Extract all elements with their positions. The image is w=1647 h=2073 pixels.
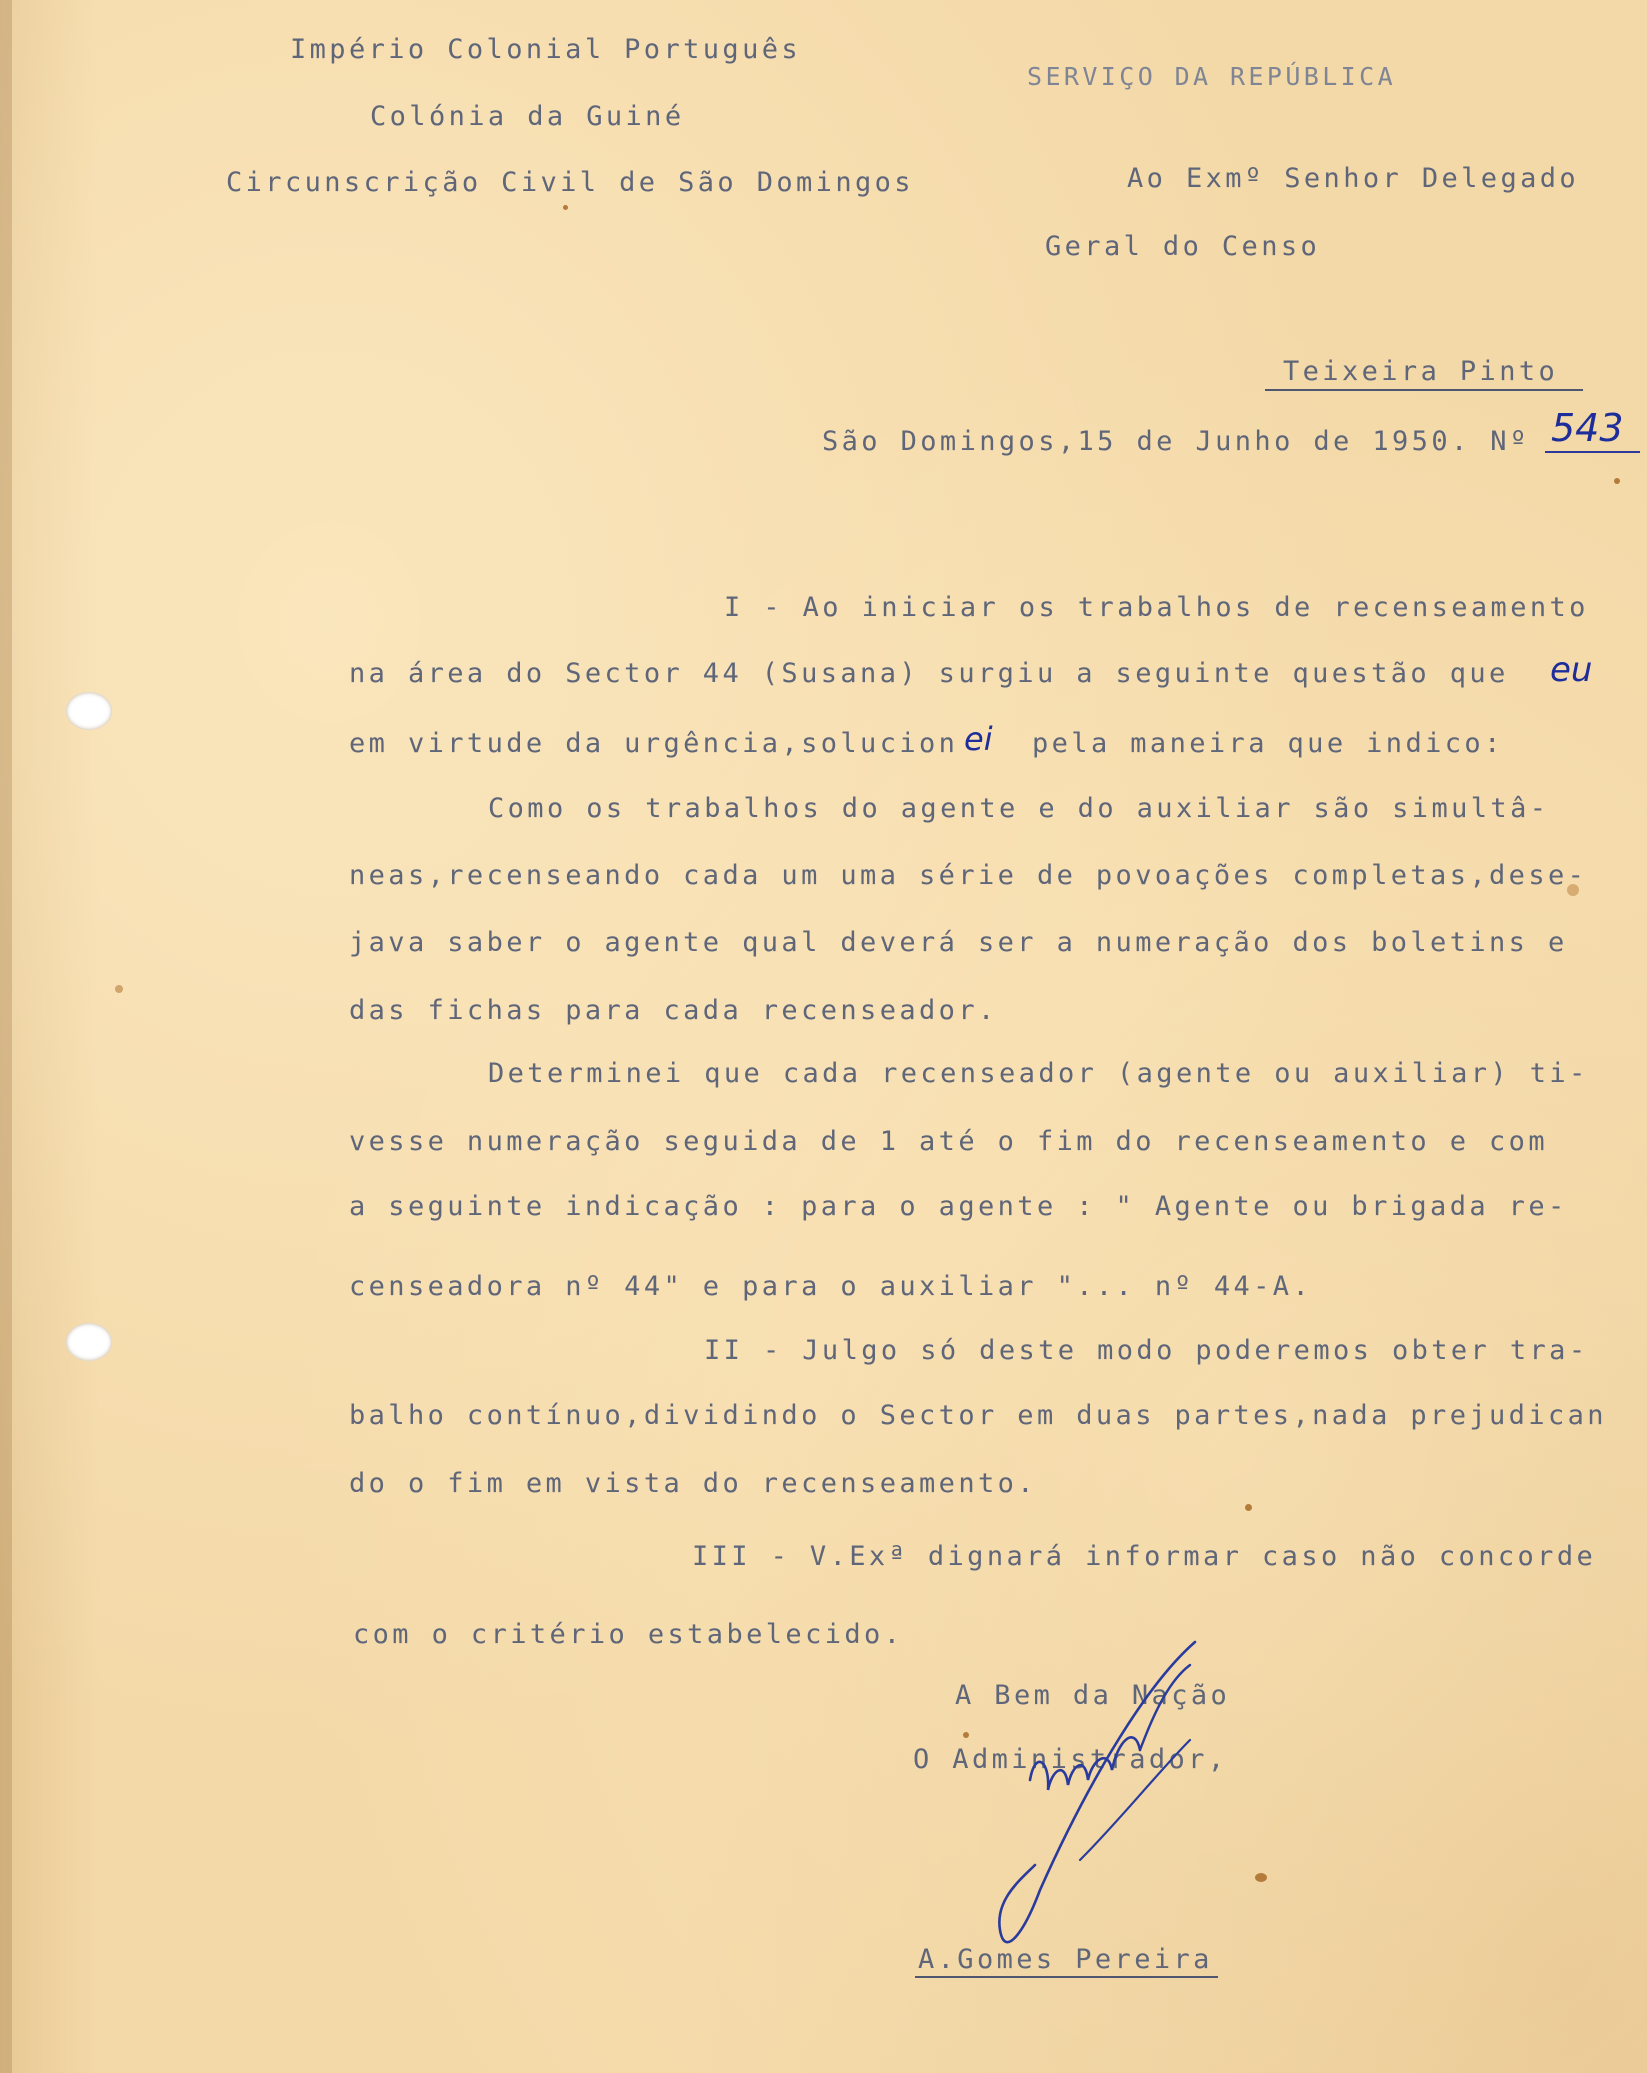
body-line-12: II - Julgo só deste modo poderemos obter tra-	[704, 1335, 1589, 1366]
body-line-3: em virtude da urgência,solucion	[349, 728, 959, 759]
paper-speck	[563, 205, 568, 210]
signature-name: A.Gomes Pereira	[918, 1944, 1213, 1975]
service-heading: SERVIÇO DA REPÚBLICA	[1027, 62, 1397, 91]
handwritten-number: 543	[1551, 406, 1624, 450]
header-colony: Colónia da Guiné	[370, 101, 685, 132]
closing-title: O Administrador,	[913, 1744, 1228, 1775]
header-empire: Império Colonial Português	[290, 34, 802, 65]
body-line-3b: pela maneira que indico:	[1032, 728, 1504, 759]
body-line-1: I - Ao iniciar os trabalhos de recenseamento	[724, 592, 1589, 623]
body-line-8: Determinei que cada recenseador (agente ou auxiliar) ti-	[488, 1058, 1589, 1089]
place-name: Teixeira Pinto	[1283, 356, 1559, 387]
place-underline	[1265, 389, 1583, 391]
handwritten-signature	[990, 1630, 1250, 1960]
header-circumscription: Circunscrição Civil de São Domingos	[226, 167, 914, 198]
paper-speck	[1245, 1504, 1252, 1511]
paper-speck	[115, 985, 123, 993]
handwritten-insert-2: ei	[964, 720, 993, 758]
paper-speck	[1255, 1873, 1267, 1882]
body-line-5: neas,recenseando cada um uma série de povoações completas,dese-	[349, 860, 1588, 891]
paper-speck	[1614, 478, 1620, 484]
signature-underline	[915, 1976, 1218, 1978]
punch-hole-bottom	[66, 1323, 112, 1361]
paper-edge-shadow	[0, 0, 12, 2073]
punch-hole-top	[66, 692, 112, 730]
addressee-line-2: Geral do Censo	[1045, 231, 1321, 262]
body-line-2: na área do Sector 44 (Susana) surgiu a seguinte questão que	[349, 658, 1509, 689]
body-line-16: com o critério estabelecido.	[353, 1619, 904, 1650]
body-line-14: do o fim em vista do recenseamento.	[349, 1468, 1037, 1499]
body-line-10: a seguinte indicação : para o agente : " Agente ou brigada re-	[349, 1191, 1568, 1222]
body-line-7: das fichas para cada recenseador.	[349, 995, 998, 1026]
body-line-13: balho contínuo,dividindo o Sector em duas partes,nada prejudican	[349, 1400, 1607, 1431]
body-line-15: III - V.Exª dignará informar caso não concorde	[692, 1541, 1597, 1572]
closing-salutation: A Bem da Nação	[955, 1680, 1231, 1711]
body-line-4: Como os trabalhos do agente e do auxiliar são simultâ-	[488, 793, 1550, 824]
addressee-line-1: Ao Exmº Senhor Delegado	[1127, 163, 1580, 194]
body-line-9: vesse numeração seguida de 1 até o fim do recenseamento e com	[349, 1126, 1548, 1157]
number-underline	[1545, 451, 1640, 453]
handwritten-insert-1: eu	[1550, 650, 1593, 690]
date-line: São Domingos,15 de Junho de 1950. Nº	[822, 426, 1530, 457]
body-line-11: censeadora nº 44" e para o auxiliar "... nº 44-A.	[349, 1271, 1313, 1302]
body-line-6: java saber o agente qual deverá ser a numeração dos boletins e	[349, 927, 1568, 958]
paper-speck	[963, 1732, 969, 1738]
